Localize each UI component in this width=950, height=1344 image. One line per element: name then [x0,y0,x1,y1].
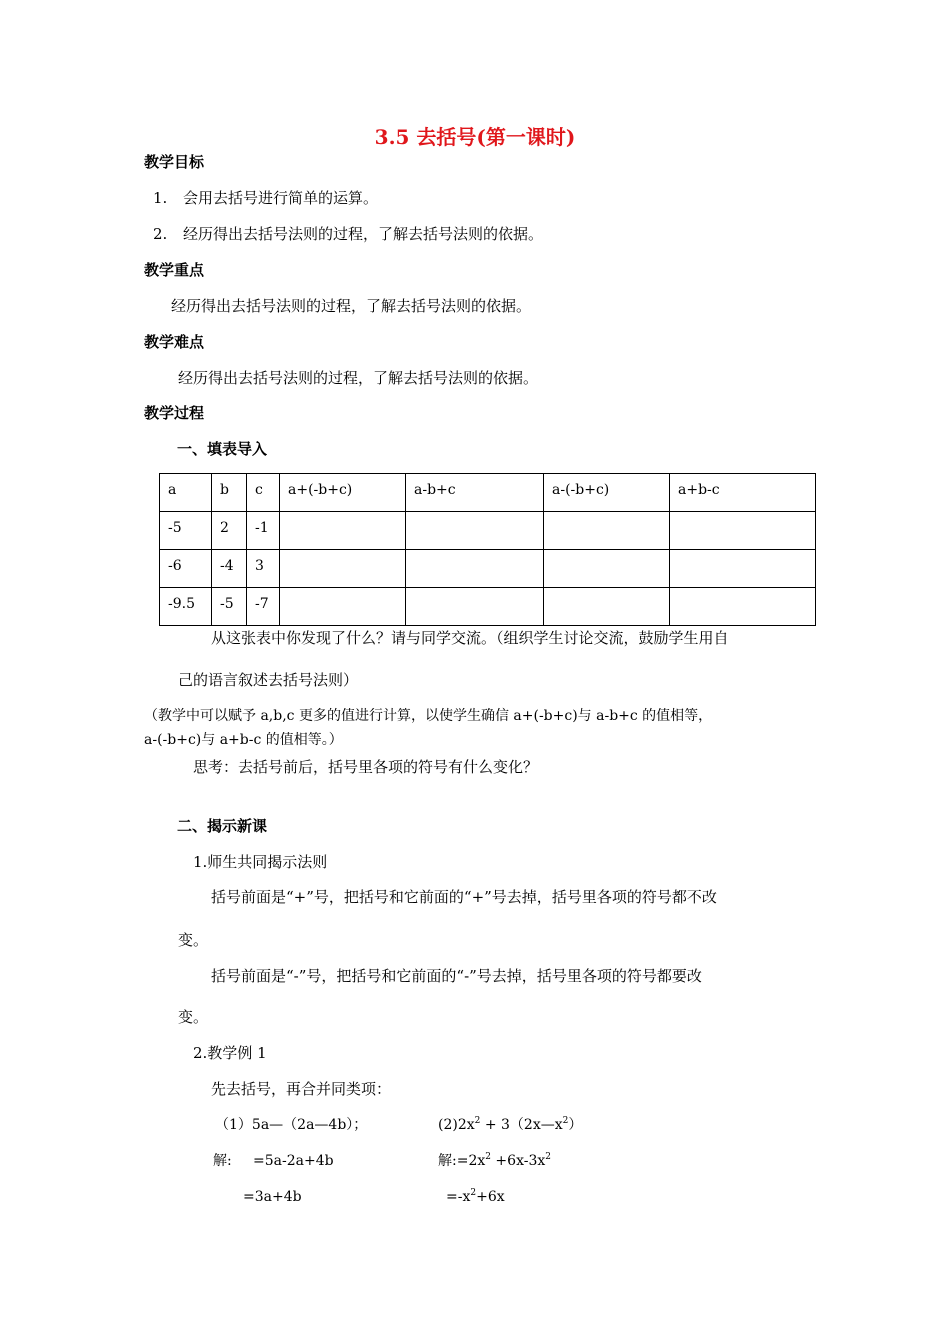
table-cell [544,588,670,626]
discussion-line-2: 己的语言叙述去括号法则） [178,671,359,689]
difficulties-heading: 教学难点 [144,333,205,351]
goal-2-num: 2. [153,225,168,243]
table-cell: -4 [212,550,247,588]
table-header-cell: a-b+c [406,474,544,512]
discussion-line-1: 从这张表中你发现了什么？请与同学交流。（组织学生讨论交流，鼓励学生用自 [211,629,729,647]
example-2-problem: $(2)2x^2$ + $3(2x—x^2)$ [438,1116,583,1133]
table-cell [670,512,816,550]
rule-minus-line-2: 变。 [178,1008,209,1026]
table-header-cell: c [247,474,280,512]
table-cell [280,512,406,550]
table-row [160,588,816,626]
example-1-step-2: =3a+4b [243,1189,302,1205]
example-1-step-1: =5a-2a+4b [253,1153,334,1169]
table-cell: 2 [212,512,247,550]
table-cell [406,512,544,550]
rule-plus-line-2: 变。 [178,931,209,949]
goal-1-text: 会用去括号进行简单的运算。 [183,189,379,207]
table-cell: -1 [247,512,280,550]
table-header-cell: a+b-c [670,474,816,512]
key-points-heading: 教学重点 [144,261,205,279]
table-cell: 3 [247,550,280,588]
table-cell [544,550,670,588]
table-cell: -7 [247,588,280,626]
table-cell: -5 [160,512,212,550]
table-header-cell: a [160,474,212,512]
fill-table [159,473,816,626]
think-question: 思考：去括号前后，括号里各项的符号有什么变化？ [193,758,539,776]
table-cell: -5 [212,588,247,626]
sub2-heading: 2.教学例 1 [193,1044,267,1062]
table-cell [406,550,544,588]
key-points-text: 经历得出去括号法则的过程，了解去括号法则的依据。 [171,297,532,315]
goals-heading: 教学目标 [144,153,205,171]
table-cell [670,550,816,588]
table-cell [406,588,544,626]
part2-heading: 二、揭示新课 [177,817,268,835]
table-cell: -9.5 [160,588,212,626]
table-header-row [160,474,816,512]
teaching-note-line-1: （教学中可以赋予 a,b,c 更多的值进行计算，以使学生确信 a+(-b+c)与 a-b+c 的值相等， [144,708,713,724]
table-header-cell: a+(-b+c) [280,474,406,512]
rule-minus-line-1: 括号前面是“-”号，把括号和它前面的“-”号去掉，括号里各项的符号都要改 [211,967,702,985]
table-row [160,512,816,550]
table-cell: -6 [160,550,212,588]
table-cell [670,588,816,626]
difficulties-text: 经历得出去括号法则的过程，了解去括号法则的依据。 [178,369,539,387]
table-header-cell: a-(-b+c) [544,474,670,512]
example-1-solution-label: 解: [213,1153,232,1169]
table-cell [280,588,406,626]
page-title: 3.5 去括号(第一课时) [374,125,576,149]
table-header-cell: b [212,474,247,512]
process-heading: 教学过程 [144,404,205,422]
example-1-problem: （1）5a—（2a—4b）； [215,1117,368,1133]
example-2-step-1: 解$:=2x^2 +6x-3x^2$ [438,1152,551,1169]
table-cell [280,550,406,588]
rule-plus-line-1: 括号前面是“+”号，把括号和它前面的“+”号去掉，括号里各项的符号都不改 [211,888,717,906]
sub1-heading: 1.师生共同揭示法则 [193,853,328,871]
table-row [160,550,816,588]
teaching-note-line-2: a-(-b+c)与 a+b-c 的值相等。） [144,732,343,748]
goal-2-text: 经历得出去括号法则的过程，了解去括号法则的依据。 [183,225,544,243]
part1-heading: 一、填表导入 [177,440,268,458]
example-instruction: 先去括号，再合并同类项： [211,1080,392,1098]
table-cell [544,512,670,550]
example-2-step-2: $=-x^2+6x$ [446,1188,505,1205]
goal-1-num: 1. [153,189,168,207]
